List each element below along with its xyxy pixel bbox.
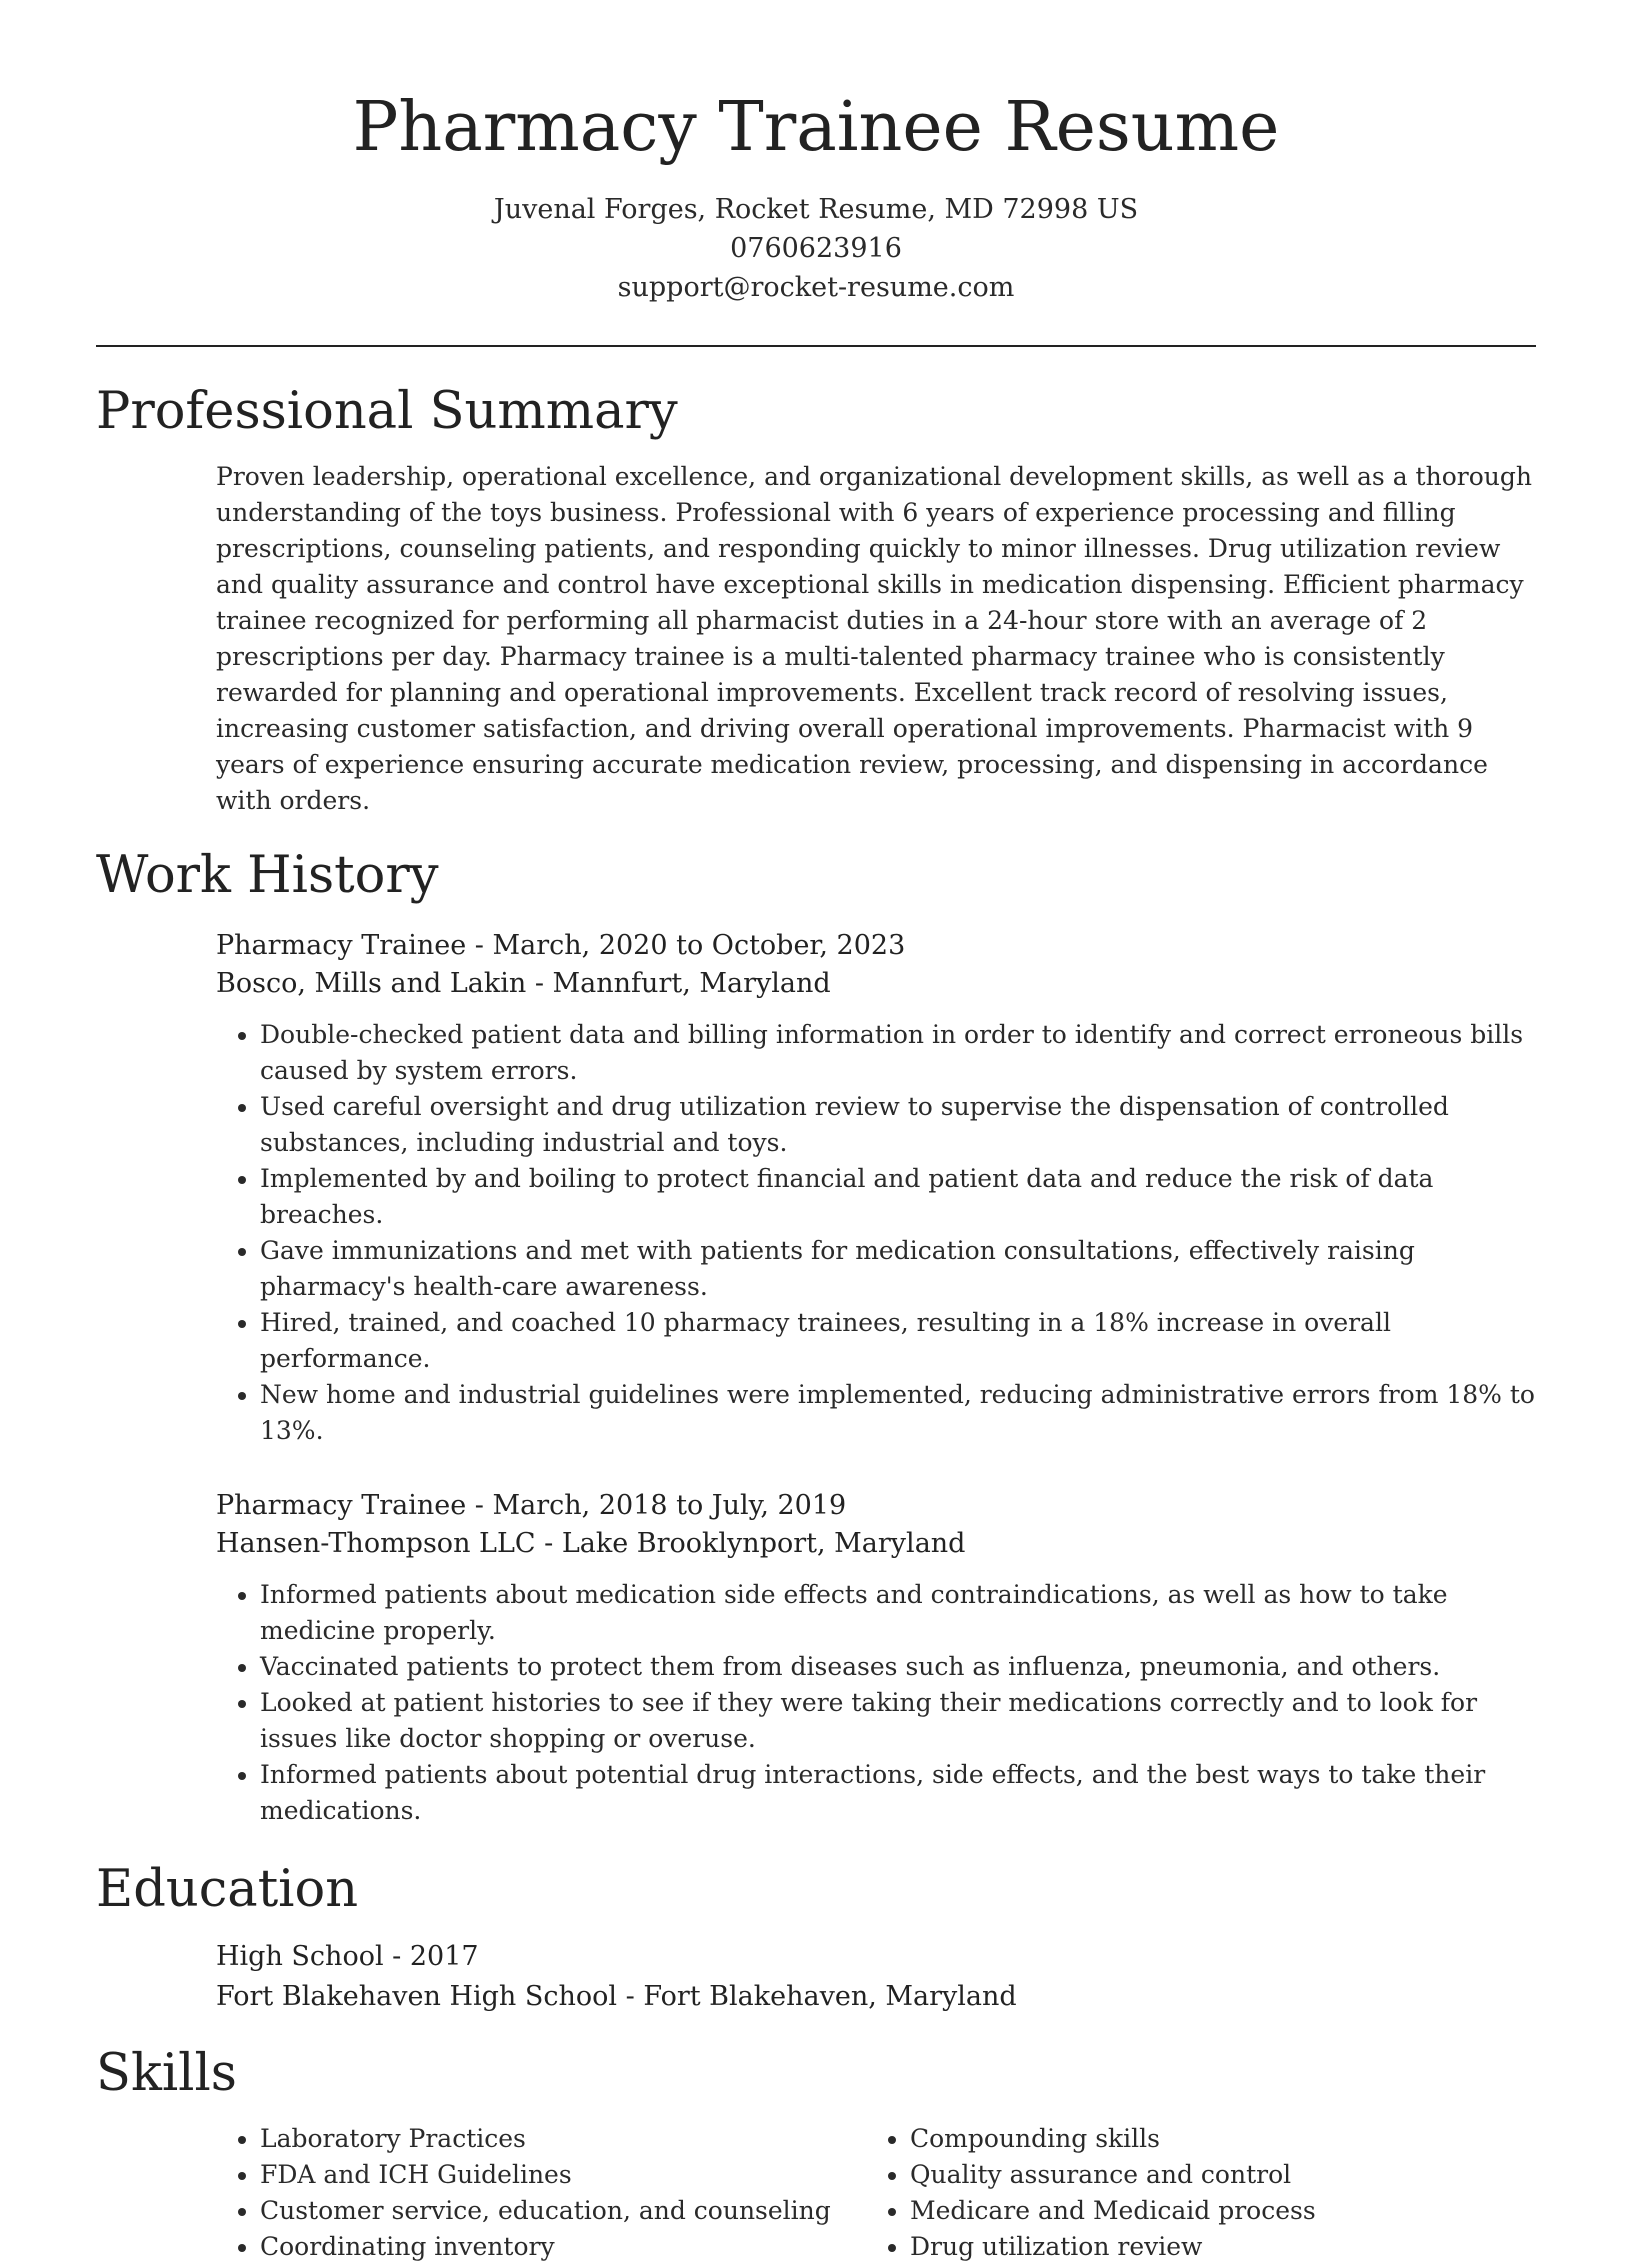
skill-item: • Customer service, education, and counseling	[260, 2193, 866, 2229]
skills-column-left	[216, 2121, 866, 2265]
summary-text: Proven leadership, operational excellence, and organizational development skills, as well as a thorough understanding of the toys business. Professional with 6 years of experience processing and filling prescriptions, counseling patients, and responding quickly to minor illnesses. Drug utilization review and quality assurance and control have exceptional skills in medication dispensing. Efficient pharmacy trainee recognized for performing all pharmacist duties in a 24-hour store with an average of 2 prescriptions per day. Pharmacy trainee is a multi-talented pharmacy trainee who is consistently rewarded for planning and operational improvements. Excellent track record of resolving issues, increasing customer satisfaction, and driving overall operational improvements. Pharmacist with 9 years of experience ensuring accurate medication review, processing, and dispensing in accordance with orders.	[216, 462, 1532, 815]
skill-item: • Medicare and Medicaid process	[910, 2193, 1516, 2229]
job-bullet: • Hired, trained, and coached 10 pharmacy trainees, resulting in a 18% increase in overall performance.	[260, 1305, 1536, 1377]
skill-item: • FDA and ICH Guidelines	[260, 2157, 866, 2193]
education-degree-line: High School - 2017	[216, 1941, 479, 1972]
contact-block	[96, 190, 1536, 307]
job-bullet: • Informed patients about medication side effects and contraindications, as well as how to take medicine properly.	[260, 1577, 1536, 1649]
education-school-line: Fort Blakehaven High School - Fort Blakehaven, Maryland	[216, 1981, 1017, 2012]
contact-address: Juvenal Forges, Rocket Resume, MD 72998 US	[493, 194, 1139, 225]
education-section	[216, 1937, 1536, 2017]
skills-column-right	[866, 2121, 1516, 2265]
contact-email: support@rocket-resume.com	[617, 272, 1015, 303]
contact-phone: 0760623916	[730, 233, 902, 264]
job-bullet: • Double-checked patient data and billing information in order to identify and correct erroneous bills caused by system errors.	[260, 1017, 1536, 1089]
job-entry	[216, 1487, 1536, 1829]
job-bullet: • Gave immunizations and met with patients for medication consultations, effectively raising pharmacy's health-care awareness.	[260, 1233, 1536, 1305]
job-bullet: • Implemented by and boiling to protect financial and patient data and reduce the risk of data breaches.	[260, 1161, 1536, 1233]
job-bullet: • Vaccinated patients to protect them from diseases such as influenza, pneumonia, and others.	[260, 1649, 1536, 1685]
education-heading: Education	[96, 1860, 359, 1919]
work-history-heading: Work History	[96, 846, 439, 905]
header-divider	[96, 345, 1536, 347]
job-bullet-list	[216, 1017, 1536, 1449]
skill-item: • Coordinating inventory	[260, 2229, 866, 2265]
skill-item: • Compounding skills	[910, 2121, 1516, 2157]
job-bullet: • Informed patients about potential drug interactions, side effects, and the best ways to take their medications.	[260, 1757, 1536, 1829]
job-company-line: Hansen-Thompson LLC - Lake Brooklynport, Maryland	[216, 1528, 966, 1559]
job-bullet: • New home and industrial guidelines were implemented, reducing administrative errors from 18% to 13%.	[260, 1377, 1536, 1449]
job-company-line: Bosco, Mills and Lakin - Mannfurt, Maryland	[216, 968, 831, 999]
job-title-line: Pharmacy Trainee - March, 2018 to July, 2019	[216, 1490, 847, 1521]
resume-header	[96, 0, 1536, 307]
job-title-line: Pharmacy Trainee - March, 2020 to October, 2023	[216, 930, 906, 961]
skills-heading: Skills	[96, 2044, 237, 2103]
work-history-section	[216, 927, 1536, 1829]
resume-title: Pharmacy Trainee Resume	[352, 88, 1280, 167]
summary-section	[216, 459, 1536, 819]
skills-section	[216, 2121, 1536, 2265]
skill-item: • Quality assurance and control	[910, 2157, 1516, 2193]
job-bullet: • Looked at patient histories to see if they were taking their medications correctly and to look for issues like doctor shopping or overuse.	[260, 1685, 1536, 1757]
skill-item: • Drug utilization review	[910, 2229, 1516, 2265]
summary-heading: Professional Summary	[96, 382, 678, 441]
job-bullet-list	[216, 1577, 1536, 1829]
job-bullet: • Used careful oversight and drug utilization review to supervise the dispensation of controlled substances, including industrial and toys.	[260, 1089, 1536, 1161]
job-entry	[216, 927, 1536, 1449]
skill-item: • Laboratory Practices	[260, 2121, 866, 2157]
